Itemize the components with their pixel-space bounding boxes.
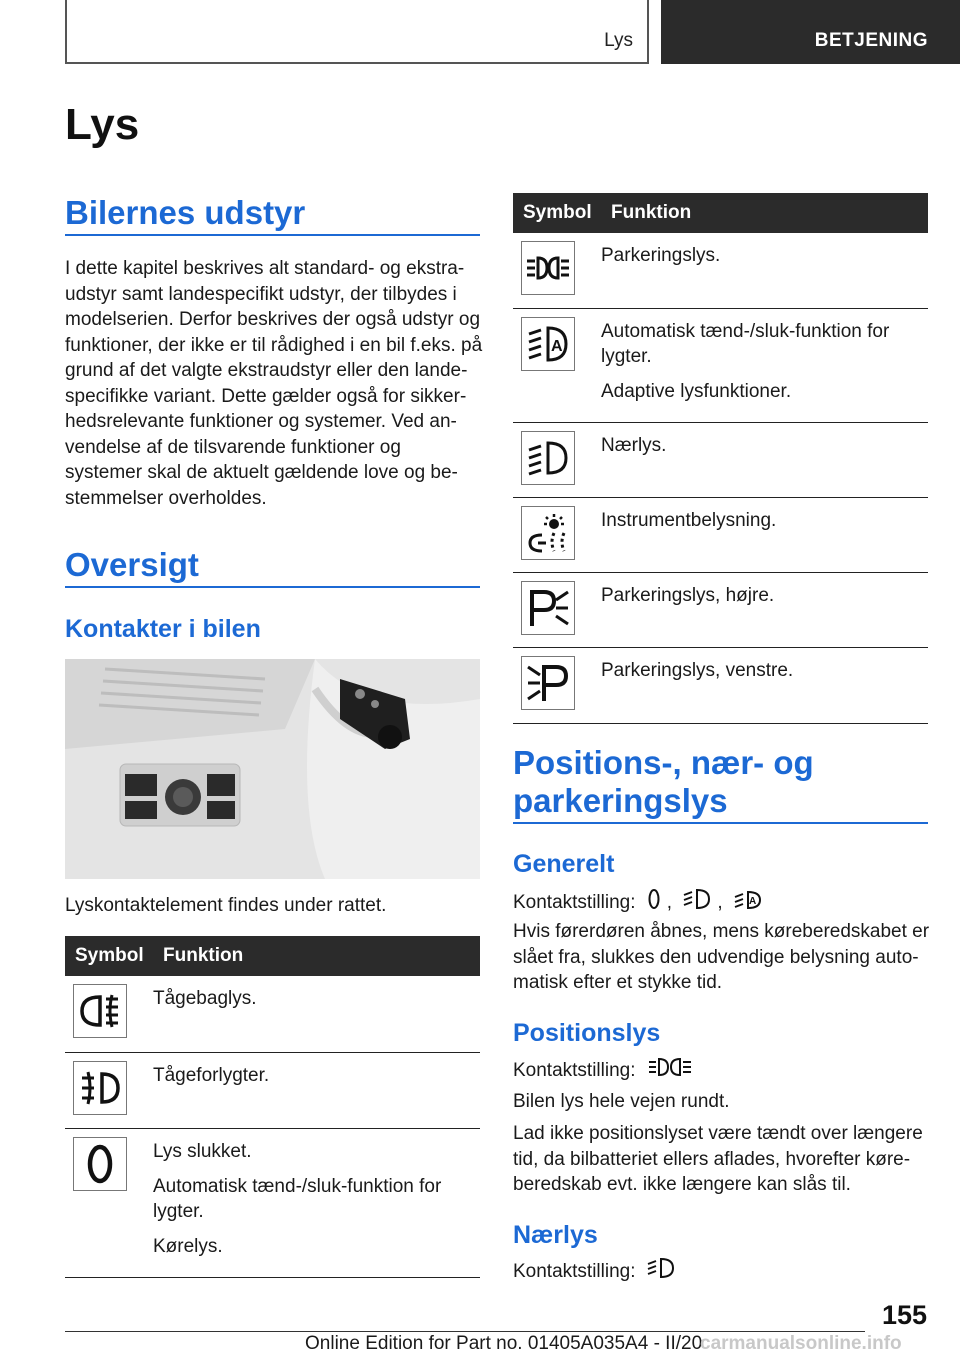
positions-heading-line: Positions-, nær- og bbox=[513, 744, 814, 781]
symbol-table-left bbox=[65, 936, 480, 1278]
intro-line: I dette kapitel beskrives alt standard- og ekstra- bbox=[65, 258, 465, 279]
switch-label: Kontaktstilling: bbox=[513, 891, 636, 913]
intro-line: specifikke variant. Dette gælder også for sikker- bbox=[65, 385, 467, 407]
function-text: Parkeringslys, højre. bbox=[601, 584, 775, 606]
svg-text:A: A bbox=[748, 896, 757, 907]
table-row bbox=[513, 422, 928, 497]
page-number: 155 bbox=[881, 1300, 927, 1330]
table-row bbox=[513, 647, 928, 723]
low-beam-icon bbox=[521, 431, 575, 485]
table-row bbox=[65, 1128, 480, 1277]
function-text: Automatisk tænd-/sluk-funktion for lygter. bbox=[601, 320, 890, 367]
low-beam-switch bbox=[513, 1257, 681, 1287]
lights-off-icon bbox=[73, 1137, 127, 1191]
function-text: Nærlys. bbox=[601, 434, 667, 456]
lights-off-icon bbox=[647, 888, 661, 918]
general-text bbox=[513, 919, 933, 996]
table-row bbox=[65, 976, 480, 1052]
rear-fog-light-icon bbox=[73, 984, 127, 1038]
intro-line: hedsrelevante funktioner og systemer. Ved an- bbox=[65, 411, 457, 432]
low-beam-heading: Nærlys bbox=[513, 1221, 598, 1249]
low-beam-icon bbox=[683, 888, 711, 918]
function-text: Automatisk tænd-/sluk-funktion for lygter. bbox=[153, 1175, 442, 1222]
intro-line: systemer skal de aktuelt gældende love og be- bbox=[65, 462, 458, 483]
general-heading: Generelt bbox=[513, 850, 615, 878]
header-section-box bbox=[65, 0, 649, 64]
intro-line: stemmelser overholdes. bbox=[65, 487, 267, 509]
intro-line: udstyr samt landespecifikt udstyr, der tilbydes i bbox=[65, 283, 457, 305]
light-switch-photo bbox=[65, 659, 480, 879]
switch-label: Kontaktstilling: bbox=[513, 1059, 636, 1081]
table-row bbox=[513, 572, 928, 647]
footer-rule bbox=[65, 1331, 865, 1332]
general-text-line: Hvis førerdøren åbnes, mens køreberedskabet er bbox=[513, 921, 930, 942]
parking-left-icon bbox=[521, 656, 575, 710]
function-text: Lys slukket. bbox=[153, 1140, 252, 1162]
position-light-p2 bbox=[513, 1121, 933, 1198]
general-switch-positions bbox=[513, 888, 768, 918]
position-light-line: beredskab evt. ikke længere kan slås til. bbox=[513, 1174, 851, 1195]
intro-line: vendelse af de tilsvarende funktioner og bbox=[65, 436, 401, 458]
intro-line: funktioner, der ikke er til rådighed i en bil f.eks. på bbox=[65, 334, 483, 356]
table-row bbox=[513, 233, 928, 308]
svg-text:A: A bbox=[551, 337, 563, 355]
function-text: Parkeringslys, venstre. bbox=[601, 659, 794, 681]
low-beam-icon bbox=[647, 1257, 675, 1287]
table-row bbox=[513, 308, 928, 422]
function-text: Adaptive lysfunktioner. bbox=[601, 380, 792, 402]
parking-light-icon bbox=[521, 241, 575, 295]
positions-heading-rule bbox=[513, 822, 928, 824]
intro-line: modelserien. Derfor beskrives der også udstyr og bbox=[65, 309, 481, 330]
header-chapter-title: BETJENING bbox=[814, 30, 928, 51]
header-chapter-tab bbox=[661, 0, 960, 64]
general-text-line: matisk efter et stykke tid. bbox=[513, 972, 723, 993]
intro-heading-rule bbox=[65, 234, 480, 236]
function-text: Kørelys. bbox=[153, 1235, 223, 1257]
function-text: Tågebaglys. bbox=[153, 988, 257, 1009]
auto-light-icon bbox=[734, 888, 762, 918]
position-light-heading: Positionslys bbox=[513, 1019, 661, 1047]
overview-heading-rule bbox=[65, 586, 480, 588]
column-header-symbol: Symbol bbox=[513, 193, 601, 233]
footer-edition: Online Edition for Part no. 01405A035A4 - II/20 bbox=[305, 1333, 703, 1354]
column-header-function: Funktion bbox=[153, 936, 480, 976]
photo-caption: Lyskontaktelement findes under rattet. bbox=[65, 895, 387, 916]
column-header-symbol: Symbol bbox=[65, 936, 153, 976]
position-light-p1: Bilen lys hele vejen rundt. bbox=[513, 1091, 730, 1112]
overview-subheading: Kontakter i bilen bbox=[65, 615, 261, 643]
position-light-switch bbox=[513, 1056, 699, 1086]
front-fog-light-icon bbox=[73, 1061, 127, 1115]
position-light-line: Lad ikke positionslyset være tændt over længere bbox=[513, 1123, 923, 1144]
function-text: Instrumentbelysning. bbox=[601, 509, 777, 531]
header-section-title: Lys bbox=[604, 30, 633, 51]
instrument-lighting-icon bbox=[521, 506, 575, 560]
switch-label: Kontaktstilling: bbox=[513, 1260, 636, 1282]
column-header-function: Funktion bbox=[601, 193, 928, 233]
intro-paragraph bbox=[65, 256, 485, 511]
watermark: carmanualsonline.info bbox=[700, 1333, 902, 1354]
function-text: Parkeringslys. bbox=[601, 245, 721, 266]
symbol-table-right bbox=[513, 193, 928, 724]
intro-heading: Bilernes udstyr bbox=[65, 194, 306, 231]
page-title: Lys bbox=[65, 100, 140, 149]
intro-line: grund af det valgte ekstraudstyr eller den lande- bbox=[65, 360, 468, 381]
separator: , bbox=[666, 891, 673, 913]
positions-heading-line: parkeringslys bbox=[513, 782, 728, 819]
table-row bbox=[65, 1052, 480, 1128]
separator: , bbox=[717, 891, 723, 913]
parking-right-icon bbox=[521, 581, 575, 635]
function-text: Tågeforlygter. bbox=[153, 1064, 270, 1086]
general-text-line: slået fra, slukkes den udvendige belysning auto- bbox=[513, 946, 919, 968]
table-row bbox=[513, 497, 928, 572]
auto-light-icon bbox=[521, 317, 575, 371]
position-light-line: tid, da bilbatteriet ellers aflades, hvorefter køre- bbox=[513, 1148, 911, 1170]
overview-heading: Oversigt bbox=[65, 546, 199, 583]
parking-light-icon bbox=[647, 1056, 693, 1086]
positions-heading bbox=[513, 744, 928, 820]
